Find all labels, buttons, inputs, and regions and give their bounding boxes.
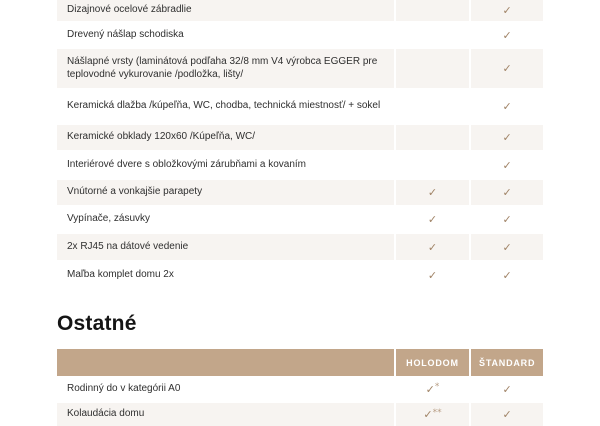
table-row xyxy=(57,207,543,232)
standard-cell xyxy=(471,152,543,178)
row-label: Nášlapné vrsty (laminátová podľaha 32/8 mm V4 výrobca EGGER pre teplovodné vykurovanie /podložka, lišty/ xyxy=(57,49,394,88)
features-table-interior xyxy=(57,0,543,288)
check-icon: ✓ xyxy=(427,213,438,226)
standard-cell xyxy=(471,49,543,88)
check-icon: ✓ xyxy=(427,268,438,282)
standard-cell xyxy=(471,0,543,21)
holodom-cell xyxy=(396,180,470,205)
footnote-mark: ** xyxy=(432,407,442,418)
standard-cell xyxy=(471,377,543,401)
table-row xyxy=(57,403,543,426)
standard-cell xyxy=(471,234,543,260)
check-icon: ✓ xyxy=(502,28,512,42)
check-icon: ✓ xyxy=(502,408,512,421)
holodom-cell xyxy=(396,234,470,260)
check-icon: ✓ xyxy=(502,158,512,172)
footnote-mark: * xyxy=(434,382,440,392)
table-header xyxy=(57,349,543,376)
row-label: Vypínače, zásuvky xyxy=(57,207,394,232)
check-icon: ✓ xyxy=(423,408,433,421)
holodom-cell xyxy=(396,262,470,288)
holodom-cell xyxy=(396,403,470,426)
header-holodom: HOLODOM xyxy=(396,349,470,376)
header-blank xyxy=(57,349,394,376)
check-icon: ✓ xyxy=(502,62,512,75)
check-icon: ✓ xyxy=(502,186,512,199)
check-icon: ✓ xyxy=(425,382,435,396)
table-row xyxy=(57,23,543,47)
row-label: Interiérové dvere s obložkovými zárubňami a kovaním xyxy=(57,152,394,178)
check-icon: ✓ xyxy=(427,186,438,199)
holodom-cell xyxy=(396,125,470,150)
row-label: Dizajnové ocelové zábradlie xyxy=(57,0,394,21)
table-row xyxy=(57,234,543,260)
holodom-cell xyxy=(396,49,470,88)
standard-cell xyxy=(471,90,543,123)
row-label: Drevený nášlap schodiska xyxy=(57,23,394,47)
check-icon: ✓ xyxy=(502,100,512,113)
row-label: Rodinný do v kategórii A0 xyxy=(57,377,394,401)
table-row xyxy=(57,262,543,288)
check-icon: ✓ xyxy=(502,240,512,254)
table-row xyxy=(57,0,543,21)
table-row xyxy=(57,152,543,178)
table-row xyxy=(57,49,543,88)
row-label: Maľba komplet domu 2x xyxy=(57,262,394,288)
standard-cell xyxy=(471,23,543,47)
row-label: Vnútorné a vonkajšie parapety xyxy=(57,180,394,205)
check-icon: ✓ xyxy=(502,268,512,282)
row-label: 2x RJ45 na dátové vedenie xyxy=(57,234,394,260)
standard-cell xyxy=(471,180,543,205)
check-icon: ✓ xyxy=(427,240,438,254)
row-label: Keramické obklady 120x60 /Kúpeľňa, WC/ xyxy=(57,125,394,150)
standard-cell xyxy=(471,262,543,288)
features-table-other xyxy=(57,377,543,426)
section-title-ostatne: Ostatné xyxy=(57,312,137,335)
check-icon: ✓ xyxy=(502,213,512,226)
row-label: Kolaudácia domu xyxy=(57,403,394,426)
header-standard: ŠTANDARD xyxy=(471,349,543,376)
table-row xyxy=(57,125,543,150)
table-row xyxy=(57,90,543,123)
row-label: Keramická dlažba /kúpeľňa, WC, chodba, technická miestnosť/ + sokel xyxy=(57,90,394,123)
table-row xyxy=(57,180,543,205)
holodom-cell xyxy=(396,0,470,21)
check-icon: ✓ xyxy=(502,382,512,396)
holodom-cell xyxy=(396,90,470,123)
table-row xyxy=(57,377,543,401)
holodom-cell xyxy=(396,207,470,232)
check-icon: ✓ xyxy=(502,131,512,144)
holodom-cell xyxy=(396,377,470,401)
holodom-cell xyxy=(396,152,470,178)
standard-cell xyxy=(471,207,543,232)
check-icon: ✓ xyxy=(502,4,512,17)
standard-cell xyxy=(471,125,543,150)
standard-cell xyxy=(471,403,543,426)
holodom-cell xyxy=(396,23,470,47)
